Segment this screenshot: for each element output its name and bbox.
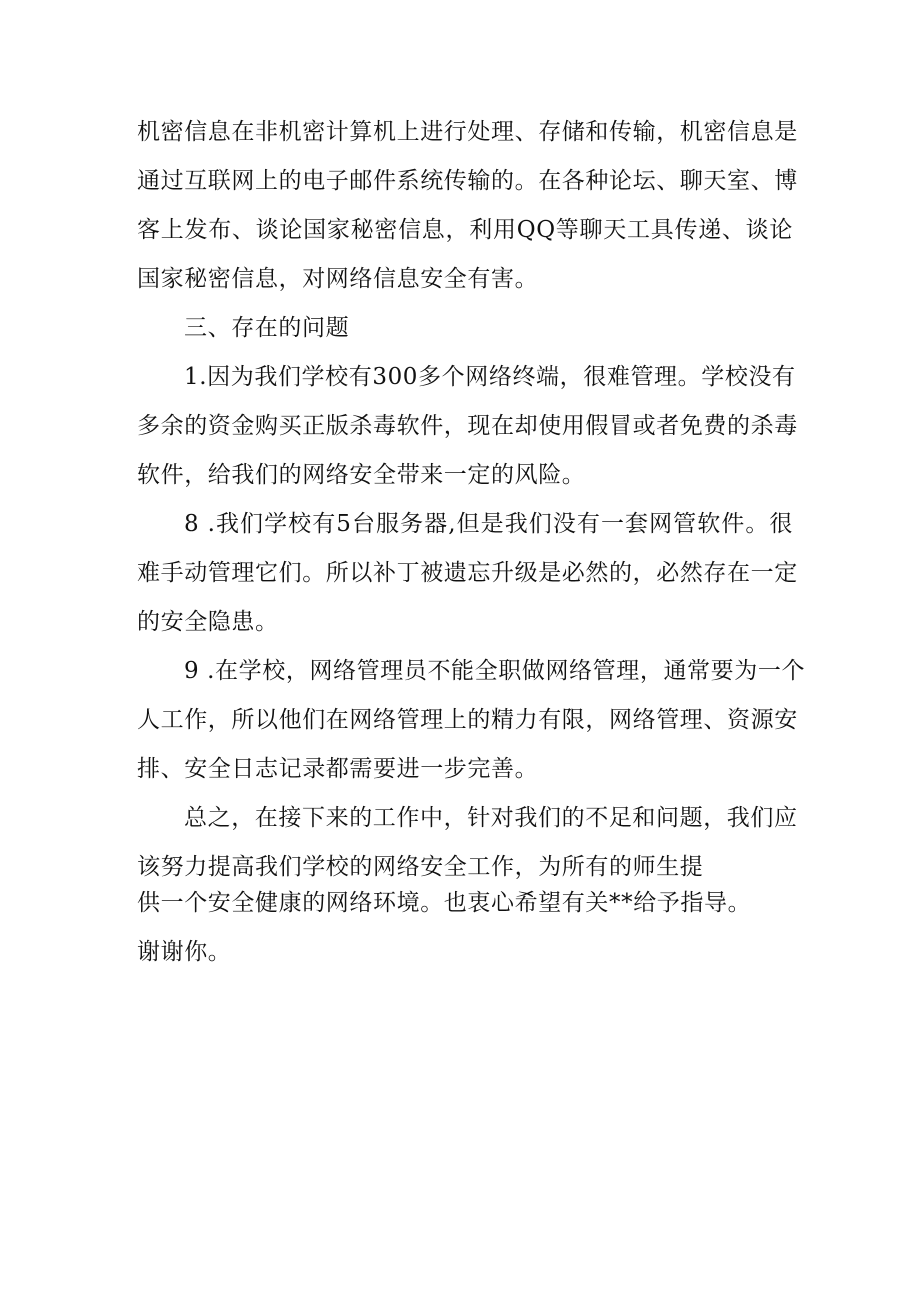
text-line: 多余的资金购买正版杀毒软件，现在却使用假冒或者免费的杀毒 — [137, 413, 798, 439]
text-line: 客上发布、谈论国家秘密信息，利用QQ等聊天工具传递、谈论 — [137, 217, 793, 243]
text-line: 人工作，所以他们在网络管理上的精力有限，网络管理、资源安 — [137, 707, 798, 733]
text-line: 总之，在接下来的工作中，针对我们的不足和问题，我们应 — [184, 805, 798, 831]
text-line: 国家秘密信息，对网络信息安全有害。 — [137, 266, 539, 292]
text-line: 机密信息在非机密计算机上进行处理、存储和传输，机密信息是 — [137, 119, 798, 145]
text-line: 1.因为我们学校有300多个网络终端，很难管理。学校没有 — [184, 364, 796, 390]
text-line: 供一个安全健康的网络环境。也衷心希望有关**给予指导。 — [137, 890, 752, 916]
text-line: 软件，给我们的网络安全带来一定的风险。 — [137, 462, 586, 488]
closing-thanks: 谢谢你。 — [137, 939, 232, 965]
text-line: 排、安全日志记录都需要进一步完善。 — [137, 756, 539, 782]
text-line: 通过互联网上的电子邮件系统传输的。在各种论坛、聊天室、博 — [137, 168, 798, 194]
text-line: 该努力提高我们学校的网络安全工作，为所有的师生提 — [137, 854, 704, 880]
text-line: 的安全隐患。 — [137, 609, 279, 635]
text-line: 9 .在学校，网络管理员不能全职做网络管理，通常要为一个 — [184, 658, 806, 684]
text-line: 8 .我们学校有5台服务器,但是我们没有一套网管软件。很 — [184, 511, 793, 537]
section-heading: 三、存在的问题 — [184, 315, 350, 341]
text-line: 难手动管理它们。所以补丁被遗忘升级是必然的，必然存在一定 — [137, 560, 798, 586]
